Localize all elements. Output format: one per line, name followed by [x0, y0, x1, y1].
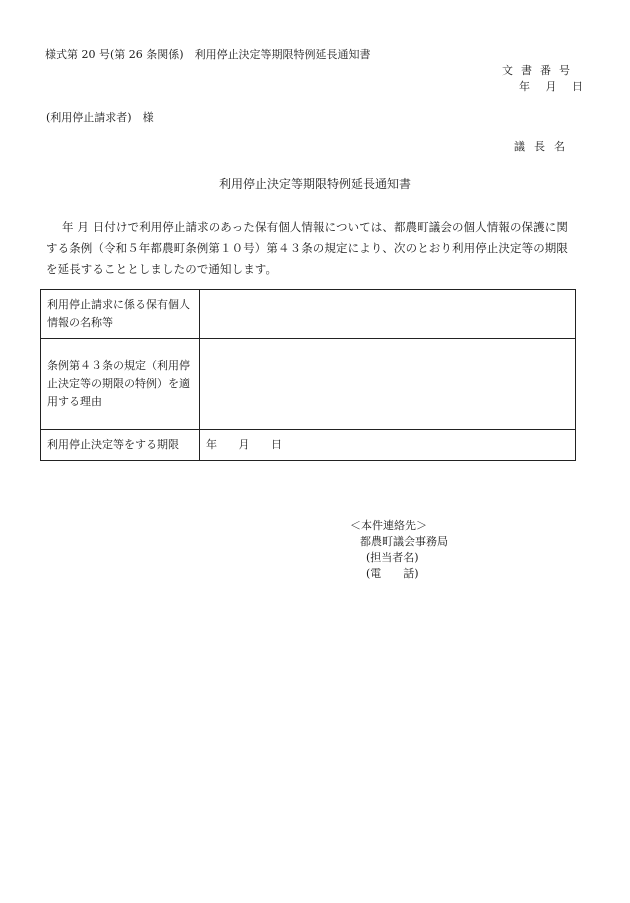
- row-label: 条例第４３条の規定（利用停止決定等の期限の特例）を適用する理由: [41, 339, 200, 430]
- contact-phone: (電 話): [366, 567, 419, 580]
- contact-block: [350, 518, 448, 582]
- detail-table: [40, 289, 576, 461]
- deadline-date: [200, 430, 576, 461]
- sender-chairman: 議長名: [514, 140, 574, 153]
- deadline-month: 月: [238, 438, 250, 451]
- row-label: 利用停止請求に係る保有個人情報の名称等: [41, 290, 200, 339]
- row-value: [200, 339, 576, 430]
- row-value: [200, 290, 576, 339]
- contact-person: (担当者名): [366, 551, 419, 564]
- table-row: [41, 430, 576, 461]
- date-month: 月: [545, 80, 557, 93]
- deadline-day: 日: [271, 438, 282, 451]
- contact-office: 都農町議会事務局: [360, 535, 448, 548]
- deadline-year: 年: [206, 438, 217, 451]
- document-date: [519, 80, 583, 94]
- form-label: 様式第 20 号(第 26 条関係) 利用停止決定等期限特例延長通知書: [45, 48, 371, 61]
- document-number-label: 文書番号: [502, 64, 578, 77]
- addressee: (利用停止請求者) 様: [46, 111, 154, 124]
- table-row: [41, 290, 576, 339]
- contact-heading: ＜本件連絡先＞: [350, 519, 427, 532]
- body-paragraph: 年 月 日付けで利用停止請求のあった保有個人情報については、都農町議会の個人情報の保護に関する条例（令和５年都農町条例第１０号）第４３条の規定により、次のとおり利用停止決定等の期限を延長することとしましたので通知します。: [46, 220, 568, 276]
- date-day: 日: [572, 80, 583, 93]
- row-label: 利用停止決定等をする期限: [41, 430, 200, 461]
- date-year: 年: [519, 80, 530, 93]
- document-title: 利用停止決定等期限特例延長通知書: [218, 177, 411, 191]
- table-row: [41, 339, 576, 430]
